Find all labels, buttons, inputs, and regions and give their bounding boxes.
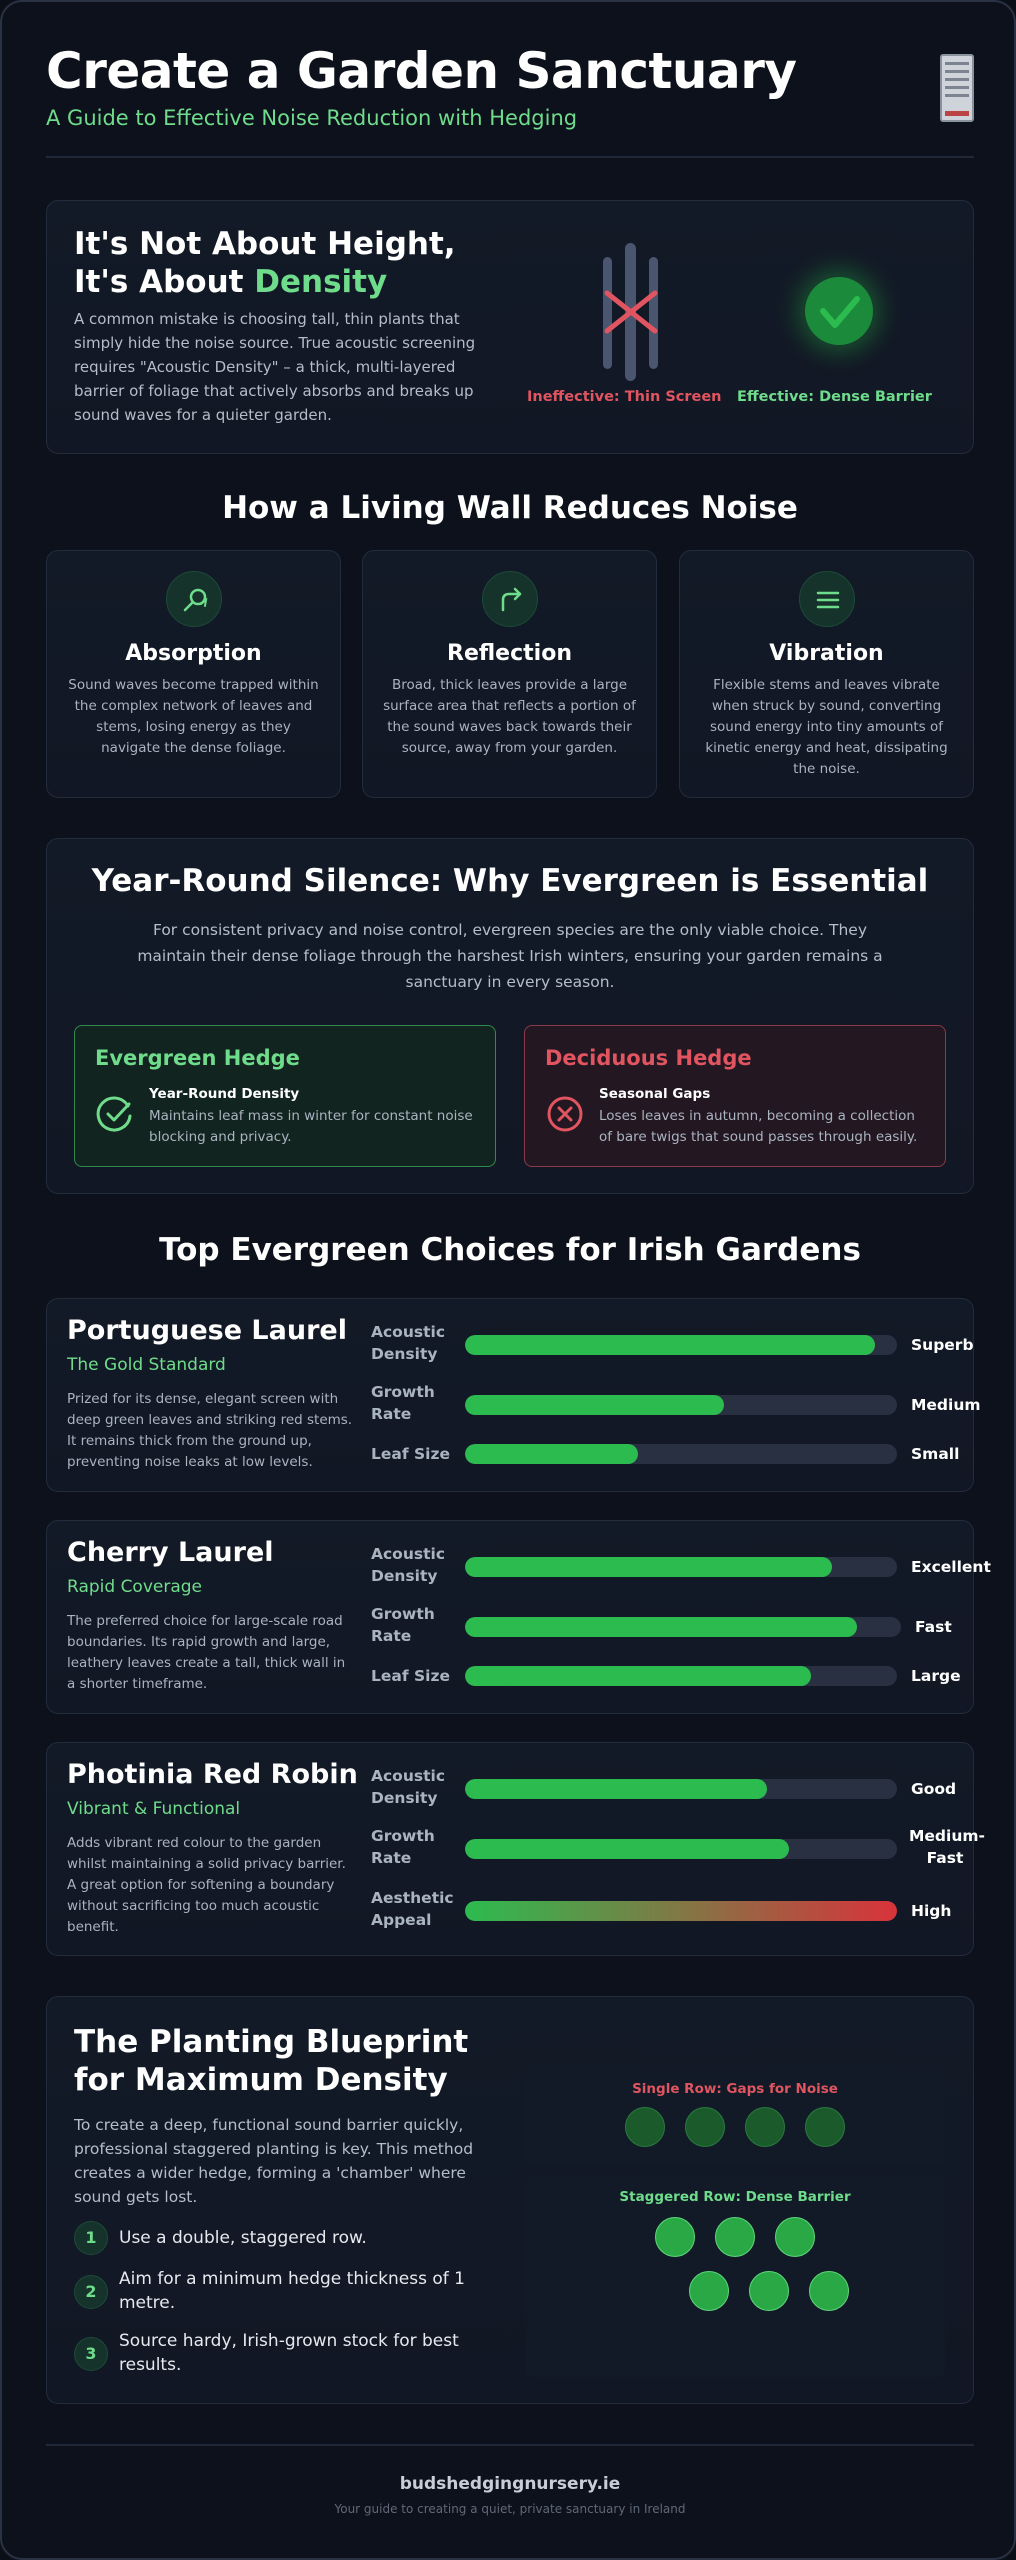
plant-name: Portuguese Laurel (67, 1315, 347, 1346)
metric-bar-fill (465, 1444, 638, 1464)
mechanism-title: Vibration (769, 641, 884, 666)
plant-dot (685, 2107, 725, 2147)
metric-value: Good (911, 1780, 957, 1798)
metric-bar-fill (465, 1666, 811, 1686)
metric-label: Growth Rate (371, 1383, 435, 1423)
evergreen-hedge-box (74, 1025, 496, 1167)
mechanism-title: Reflection (447, 641, 572, 666)
staggered-row-label: Staggered Row: Dense Barrier (619, 2189, 851, 2205)
metric-bar (465, 1557, 897, 1577)
plant-description: Adds vibrant red colour to the garden whilst maintaining a solid privacy barrier. A great option for softening a boundary without sacrificing too much acoustic benefit. (67, 1835, 346, 1935)
density-card (46, 200, 974, 454)
mechanism-icon-circle (166, 571, 222, 627)
step-text: Aim for a minimum hedge thickness of 1 metre. (119, 2269, 465, 2313)
metric-value: Large (911, 1667, 961, 1685)
plant-dot (809, 2271, 849, 2311)
metric-label: Leaf Size (371, 1445, 450, 1463)
metric-value: Superb (911, 1336, 974, 1354)
metric-value: Medium (911, 1396, 981, 1414)
footer-tagline: Your guide to creating a quiet, private sanctuary in Ireland (334, 2502, 686, 2516)
plant-description: Prized for its dense, elegant screen with deep green leaves and striking red stems. It remains thick from the ground up, preventing noise leaks at low levels. (67, 1391, 353, 1470)
how-section-title: How a Living Wall Reduces Noise (222, 490, 798, 526)
plant-dot (805, 2107, 845, 2147)
metric-value: Small (911, 1445, 960, 1463)
menu-lines-icon (800, 572, 856, 628)
density-body: A common mistake is choosing tall, thin plants that simply hide the noise source. True acoustic screening requires "Acoustic Density" – a thick, multi-layered barrier of foliage that actively absorbs and breaks up sound waves for a quieter garden. (74, 310, 476, 424)
metric-bar (465, 1839, 897, 1859)
metric-bar (465, 1666, 897, 1686)
effective-label: Effective: Dense Barrier (737, 389, 932, 405)
footer-divider (46, 2444, 974, 2446)
metric-value: Excellent (911, 1558, 991, 1576)
deciduous-point-text: Loses leaves in autumn, becoming a collection of bare twigs that sound passes through easily. (599, 1108, 918, 1145)
plant-dot (625, 2107, 665, 2147)
density-highlight: Density (254, 264, 388, 300)
step-number: 1 (74, 2221, 108, 2255)
evergreen-hedge-title: Evergreen Hedge (95, 1046, 300, 1070)
deciduous-point-title: Seasonal Gaps (599, 1086, 711, 1102)
metric-value: Fast (915, 1618, 952, 1636)
deciduous-hedge-box (524, 1025, 946, 1167)
plant-description: The preferred choice for large-scale road boundaries. Its rapid growth and large, leathery leaves create a tall, thick wall in a shorter timeframe. (67, 1613, 346, 1692)
choices-section-title: Top Evergreen Choices for Irish Gardens (159, 1232, 861, 1268)
evergreen-point-text: Maintains leaf mass in winter for constant noise blocking and privacy. (149, 1108, 473, 1145)
single-row-diagram (525, 2067, 945, 2163)
step-number: 3 (74, 2337, 108, 2371)
single-row-label: Single Row: Gaps for Noise (632, 2081, 838, 2097)
metric-bar-fill (465, 1779, 767, 1799)
search-icon (167, 572, 223, 628)
evergreen-title: Year-Round Silence: Why Evergreen is Essential (91, 863, 929, 899)
plant-name: Cherry Laurel (67, 1537, 274, 1568)
metric-label: Growth Rate (371, 1827, 435, 1867)
check-circle-icon (769, 241, 909, 381)
metric-value: Medium-Fast (909, 1827, 985, 1867)
plant-name: Photinia Red Robin (67, 1759, 358, 1790)
mechanism-title: Absorption (125, 641, 262, 666)
metric-bar (465, 1617, 901, 1637)
plant-tagline: Vibrant & Functional (67, 1799, 241, 1819)
evergreen-point-title: Year-Round Density (149, 1086, 300, 1102)
metric-bar (465, 1395, 897, 1415)
metric-label: Acoustic Density (371, 1323, 446, 1363)
mechanism-card-reflection (362, 550, 657, 798)
metric-label: Leaf Size (371, 1667, 450, 1685)
mechanism-text: Sound waves become trapped within the complex network of leaves and stems, losing energy as they navigate the dense foliage. (68, 677, 319, 756)
metric-bar (465, 1779, 897, 1799)
evergreen-intro: For consistent privacy and noise control, evergreen species are the only viable choice. They maintain their dense foliage through the harshest Irish winters, ensuring your garden remains a sanctuary in every season. (137, 921, 883, 991)
mechanism-card-absorption (46, 550, 341, 798)
metric-bar-fill (465, 1557, 832, 1577)
plant-dot (689, 2271, 729, 2311)
plant-tagline: The Gold Standard (67, 1355, 226, 1375)
plant-tagline: Rapid Coverage (67, 1577, 203, 1597)
metric-label: Growth Rate (371, 1605, 435, 1645)
footer-site: budshedgingnursery.ie (399, 2474, 621, 2494)
staggered-row-diagram (525, 2177, 945, 2377)
metric-bar-fill (465, 1839, 789, 1859)
ineffective-label: Ineffective: Thin Screen (527, 389, 722, 405)
step-text: Use a double, staggered row. (119, 2228, 367, 2248)
metric-bar-fill (465, 1617, 857, 1637)
step-text: Source hardy, Irish-grown stock for best results. (119, 2331, 459, 2375)
metric-label: Aesthetic Appeal (371, 1889, 454, 1929)
blueprint-title: The Planting Blueprint for Maximum Density (74, 2024, 469, 2098)
mechanism-icon-circle (482, 571, 538, 627)
metric-bar (465, 1335, 897, 1355)
mechanism-icon-circle (799, 571, 855, 627)
plant-dot (655, 2217, 695, 2257)
density-title: It's Not About Height, It's About Density (74, 226, 456, 300)
mechanism-text: Flexible stems and leaves vibrate when struck by sound, converting sound energy into tiny amounts of kinetic energy and heat, dissipating the noise. (705, 677, 948, 777)
step-number: 2 (74, 2275, 108, 2309)
blueprint-description: To create a deep, functional sound barrier quickly, professional staggered planting is key. This method creates a wider hedge, forming a 'chamber' where sound gets lost. (74, 2116, 474, 2206)
deciduous-hedge-title: Deciduous Hedge (545, 1046, 752, 1070)
metric-bar-fill (465, 1395, 724, 1415)
mechanism-card-vibration (679, 550, 974, 798)
plant-dot (715, 2217, 755, 2257)
plant-card-portuguese-laurel (46, 1298, 981, 1492)
certificate-badge-icon (940, 54, 974, 122)
mechanism-text: Broad, thick leaves provide a large surface area that reflects a portion of the sound waves back towards their source, away from your garden. (383, 677, 636, 756)
metric-label: Acoustic Density (371, 1767, 446, 1807)
plant-card-cherry-laurel (46, 1520, 991, 1714)
close-circle-icon (545, 1094, 585, 1134)
plant-dot (775, 2217, 815, 2257)
thin-screen-icon (595, 239, 665, 389)
metric-value: High (911, 1902, 952, 1920)
evergreen-card (46, 838, 974, 1194)
header (46, 38, 974, 158)
blueprint-card (46, 1996, 974, 2404)
metric-bar-fill (465, 1335, 875, 1355)
plant-card-photinia-red-robin (46, 1742, 985, 1956)
plant-dot (749, 2271, 789, 2311)
check-circle-icon (95, 1094, 135, 1134)
page-title: Create a Garden Sanctuary (46, 42, 797, 100)
metric-label: Acoustic Density (371, 1545, 446, 1585)
metric-bar-fill (465, 1901, 897, 1921)
redirect-arrow-icon (483, 572, 539, 628)
page-subtitle: A Guide to Effective Noise Reduction with Hedging (46, 106, 578, 130)
metric-bar (465, 1901, 897, 1921)
plant-dot (745, 2107, 785, 2147)
metric-bar (465, 1444, 897, 1464)
